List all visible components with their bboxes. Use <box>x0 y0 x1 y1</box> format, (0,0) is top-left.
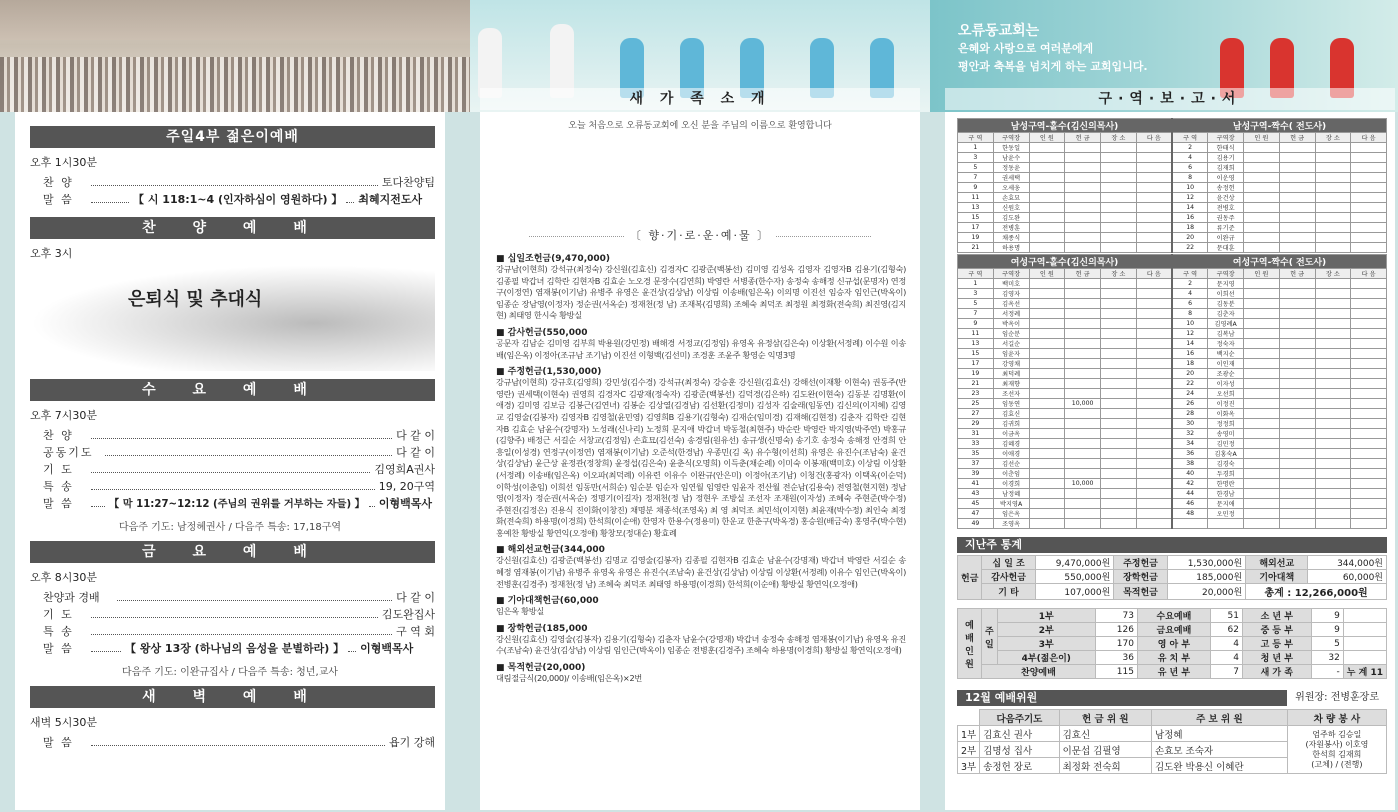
district-col-header: 다 음 <box>1136 269 1172 279</box>
dawn-row: 말 씀 욥기 강해 <box>43 735 435 749</box>
gift-section: ■ 해외선교헌금(344,000 강신원(김효신) 김광준(백봉선) 김명교 김영술(김봉자) 김종필 김현자B 김효순 남윤수(강명재) 박갑녀 박영란 서길순 송혜정 염재봉(이기남) 유병주 유영옥 유영은 유진수(조남숙) 윤건상(김상남) 이상림 이상환(서정례) 이유수 임인근(박옥이) 전병훈(김경주) 정재천(정 남) 조혜숙 최덕조 최태영 하용명(이경희) 한석희(이순애) 황방실 황연익(오정애) <box>496 542 906 590</box>
district-row: 37 김선순 38 김경숙 <box>958 459 1387 469</box>
sermon-text: 【 시 118:1~4 (인자하심이 영원하다) 】 <box>133 192 343 206</box>
district-row: 19 채종식 20 이완규 <box>958 233 1387 243</box>
district-col-header: 헌 금 <box>1065 133 1101 143</box>
district-col-header: 장 소 <box>1101 269 1137 279</box>
district-col-header: 헌 금 <box>1279 269 1315 279</box>
district-row: 1 한동일 2 한태식 <box>958 143 1387 153</box>
district-col-header: 다 음 <box>1351 133 1387 143</box>
slogan-line-2: 평안과 축복을 넘치게 하는 교회입니다. <box>958 60 1148 73</box>
district-row: 17 강영채 18 이인재 <box>958 359 1387 369</box>
district-row: 7 권세택 8 이운영 <box>958 173 1387 183</box>
wednesday-time: 오후 7시30분 <box>30 409 97 422</box>
fri-row: 기 도 김도완집사 <box>43 607 435 621</box>
district-row: 15 김도완 16 권동주 <box>958 213 1387 223</box>
cumulative-label: 누 계 <box>1346 668 1368 678</box>
district-row: 13 신원호 14 전병호 <box>958 203 1387 213</box>
fri-next-note: 다음주 기도: 이완규집사 / 다음주 특송: 청년,교사 <box>122 667 338 678</box>
district-row: 7 서정례 8 김춘자 <box>958 309 1387 319</box>
district-col-header: 인 원 <box>1244 269 1280 279</box>
district-col-header: 구역장 <box>993 133 1029 143</box>
car-service-cell: 엄주하 김승일 (자원봉사) 이호영 한석희 김재희 (고체) / (전행) <box>1287 726 1386 774</box>
district-row: 15 임윤자 16 백지순 <box>958 349 1387 359</box>
youth-sermon-row: 말 씀 【 시 118:1~4 (인자하심이 영원하다) 】 최혜지전도사 <box>43 192 423 206</box>
gift-section: ■ 목적헌금(20,000) 대림절금식(20,000)/ 이송배(임은옥)×2번 <box>496 660 906 685</box>
district-row: 3 김영자 4 이희선 <box>958 289 1387 299</box>
wed-row: 찬 양 다 같 이 <box>43 428 435 442</box>
district-row: 11 손효묘 12 윤건상 <box>958 193 1387 203</box>
district-row: 9 오세웅 10 송정헌 <box>958 183 1387 193</box>
wed-next-note: 다음주 기도: 남정혜권사 / 다음주 특송: 17,18구역 <box>118 522 342 533</box>
offering-stats-table: 헌금 십 일 조 9,470,000원 주정헌금 1,530,000원 해외선교 344,000원 감사헌금 550,000원 장학헌금 185,000원 기아대책 60,000원 기 타 107,000원 목적헌금 20,000원 총계 : 12,266,000원 <box>957 555 1387 600</box>
district-row: 1 백미호 2 문지영 <box>958 279 1387 289</box>
cumulative-value: 11 <box>1370 668 1383 678</box>
gift-section: ■ 주정헌금(1,530,000) 강규남(이현희) 강규호(김영희) 강민성(김수경) 강석규(최정숙) 강승훈 강신원(김효신) 강해선(이재황 이현숙) 권동주(반영란) 권세택(이현숙) 권영희 김경자C 김광재(정숙자) 김광준(백봉선) 김덕경(김은하) 김도완(이현숙) 김동분 김명환(이애경) 김미영 김보금 김봉근(김연녀) 김봉순 김상열(김경남) 김선환(김정미) 김성자 김술래(임동연) 김신의(이지혜) 김영교 김영술(김봉자) 김영자B 김영철(윤민영) 김영희B 김용기(김형숙) 김재순(임미경) 김재해(김현정) 김춘자 김학란 김현자B 김효순 남윤수(강명자) 노성래(신나리) 노정희 문지애 박갑녀 박동철(최현주) 박순란 박영란 박지영(박주연) 박홍규(김향주) 배정근 서길순 서창교(김정임) 손효묘(김선숙) 송경림(원유선) 송규생(신명숙) 송기호 송정숙 송해정 안경희 안흥일(이성경) 연정구(이정연) 염재봉(이기남) 오준석(한경남) 우종민(김 옥) 유수형(이선희) 유영은 유진수(조남숙) 윤건상(김상남) 윤근상 윤정관(정창희) 윤정섭(김은숙) 윤춘식(오명희) 이득춘(채순례) 이미숙 이봉재(백미호) 이상림 이상환(서정례) 이송배(임은옥) 이오파(최덕례) 이유련 이유수 이완규(안은미) 이정아(조기남) 이청건(홍광자) 이택옥(이순덕) 이학성(이춘임) 이희선 임동만(서희순) 임순분 임순자 임연월 임영란 임윤자 전산월 전순남(김용숙) 전영철(현지현) 정남영(이정자) 정순권(서옥순) 정명기(이길자) 정재천(정 남) 정현우 조방실 조선자 조재원(이자성) 조혜숙 주현준(박수정) 주현진(김정은) 진용식 진이화(이창진) 채명분 채종석(조영옥) 최 영 최덕조 최민석(이지현) 최윤재(박수정) 최인숙 최정화(전숙희) 하용명(이경희) 한석희(이순애) 한영자 한용수(정용미) 한운교 한춘구(박옥경) 홍승원(배금숙) 홍영주(박수현) 홍예찬 황방실 황연익(오정애) 황창모(정대순) 황효례 <box>496 364 906 539</box>
slogan-line-1: 은혜와 사랑으로 여러분에게 <box>958 42 1094 55</box>
district-col-header: 헌 금 <box>1279 133 1315 143</box>
district-col-header: 구 역 <box>958 133 994 143</box>
district-row: 13 서길순 14 정숙자 <box>958 339 1387 349</box>
friday-time: 오후 8시30분 <box>30 571 97 584</box>
district-caption: 남성구역-홀수(김신의목사) <box>958 119 1173 133</box>
district-row: 39 이춘임 40 두경희 <box>958 469 1387 479</box>
welcome-text: 오늘 처음으로 오류동교회에 오신 분을 주님의 이름으로 환영합니다 <box>568 121 832 131</box>
youth-praise-row: 찬 양 토다찬양팀 <box>43 175 435 189</box>
district-caption: 남성구역-짝수( 전도사) <box>1172 119 1387 133</box>
district-col-header: 장 소 <box>1315 269 1351 279</box>
youth-worship-header: 주일4부 젊은이예배 <box>30 126 435 148</box>
feature-title: 은퇴식 및 추대식 <box>128 289 263 310</box>
district-report-title: 구·역·보·고·서 <box>945 88 1395 110</box>
district-row: 45 박지영A 46 문지애 <box>958 499 1387 509</box>
wed-row: 특 송 19, 20구역 <box>43 479 435 493</box>
ushers-table: 다음주기도 헌 금 위 원 주 보 위 원 차 량 봉 사 1부 김효신 권사 김효신 남정혜 엄주하 김승일 (자원봉사) 이호영 한석희 김재희 (고체) / (전행) 2부 김명성 집사 이문섭 김필영 손효모 조숙자 3부 송정헌 장로 최정화 전숙희 김도완 박용신 이혜란 <box>957 709 1387 774</box>
district-row: 17 전병훈 18 류기준 <box>958 223 1387 233</box>
dawn-time: 새벽 5시30분 <box>30 716 97 729</box>
wed-sermon-row: 말 씀 【 막 11:27~12:12 (주님의 권위를 거부하는 자들) 】 이형백목사 <box>43 496 432 510</box>
district-col-header: 구역장 <box>1208 269 1244 279</box>
district-row: 49 조영옥 <box>958 519 1387 529</box>
attendance-stats-table: 예배인원 주일 1부 73 수요예배 51 소 년 부 9 2부 126 금요예배 62 중 등 부 9 3부 170 영 아 부 4 고 등 부 5 4부(젊은이) 36 유 치 부 4 청 년 부 32 찬양예배 115 유 년 부 7 새 가 족 - 누 계 11 <box>957 608 1387 679</box>
offering-total: 총계 : 12,266,000원 <box>1246 584 1387 600</box>
district-col-header: 헌 금 <box>1065 269 1101 279</box>
district-row: 47 임은옥 48 오민정 <box>958 509 1387 519</box>
fri-row: 특 송 구 역 회 <box>43 624 435 638</box>
district-col-header: 다 음 <box>1351 269 1387 279</box>
female-district-table <box>957 254 1387 529</box>
district-col-header: 장 소 <box>1101 133 1137 143</box>
district-col-header: 인 원 <box>1244 133 1280 143</box>
wednesday-worship-header: 수 요 예 배 <box>30 379 435 401</box>
friday-worship-header: 금 요 예 배 <box>30 541 435 563</box>
gift-section: ■ 장학헌금(185,000 강신원(김효신) 김영술(김봉자) 김용기(김형숙) 김춘자 남윤수(강명재) 박갑녀 송정숙 송해정 염재봉(이기남) 유영옥 유진수(조남숙) 윤건상(김상남) 이상림 임인근(박옥이) 임종순 전병훈(김경주) 조혜숙 하용명(이경희) 황방실 황연익(오정애) <box>496 621 906 657</box>
newcomer-title: 새 가 족 소 개 <box>480 88 920 110</box>
ushers-header: 12월 예배위원 위원장: 전병훈장로 <box>957 690 1387 706</box>
district-row: 27 김효신 28 이화옥 <box>958 409 1387 419</box>
banner-worship-photo <box>0 0 470 112</box>
male-district-table <box>957 118 1387 253</box>
wed-row: 기 도 김영희A권사 <box>43 462 435 476</box>
district-col-header: 구 역 <box>1172 133 1208 143</box>
gift-section: ■ 기아대책헌금(60,000 임은옥 황방실 <box>496 593 906 618</box>
stats-title: 지난주 통계 <box>957 537 1387 553</box>
district-caption: 여성구역-짝수( 전도사) <box>1172 255 1387 269</box>
district-col-header: 구역장 <box>993 269 1029 279</box>
district-row: 11 임순분 12 김복남 <box>958 329 1387 339</box>
district-row: 35 이애경 36 김홍숙A <box>958 449 1387 459</box>
gifts-title: 〔 향·기·로·운·예·물 〕 <box>480 227 920 243</box>
district-col-header: 인 원 <box>1029 133 1065 143</box>
usher-chair: 위원장: 전병훈장로 <box>1287 690 1387 706</box>
district-row: 33 김혜경 34 김민정 <box>958 439 1387 449</box>
district-row: 43 남정혜 44 한경남 <box>958 489 1387 499</box>
district-col-header: 구 역 <box>958 269 994 279</box>
district-row: 41 이경희 10,000 42 한명란 <box>958 479 1387 489</box>
church-name: 오류동교회는 <box>958 23 1040 39</box>
district-row: 5 김옥선 6 김동분 <box>958 299 1387 309</box>
district-row: 31 이금옥 32 송영미 <box>958 429 1387 439</box>
fri-row: 찬양과 경배 다 같 이 <box>43 590 435 604</box>
district-row: 3 남윤수 4 김용기 <box>958 153 1387 163</box>
district-caption: 여성구역-홀수(김신의목사) <box>958 255 1173 269</box>
praise-worship-header: 찬 양 예 배 <box>30 217 435 239</box>
gift-section: ■ 십일조헌금(9,470,000) 강규남(이현희) 강석규(최정숙) 강신원(김효신) 김경자C 김광준(백봉선) 김미영 김성옥 김영자 김영자B 김용기(김형숙) 김종필 박갑녀 김학란 김현자B 김효순 노오경 문장수(김연희) 박영란 서병종(한수자) 송정숙 송해정 신규섭(문명자) 연정구(이정연) 염재봉(이기남) 유병주 유영은 윤건상(김상남) 이상림 이송배(임은옥) 이의명 이진선 임승자 임인근(박옥이) 임종순 장남영(이정자) 정순권(서옥순) 정재천(정 남) 조재복(김명희) 조혜숙 최덕조 최정원 최정화(전숙희) 최진영(김지현) 최태영 한시숙 황방실 <box>496 251 906 322</box>
fri-sermon-row: 말 씀 【 왕상 13장 (하나님의 음성을 분별하라) 】 이형백목사 <box>43 641 414 655</box>
district-col-header: 인 원 <box>1029 269 1065 279</box>
district-row: 21 하용명 22 문대훈 <box>958 243 1387 253</box>
worship-schedule-panel <box>15 112 445 810</box>
youth-time: 오후 1시30분 <box>30 156 97 169</box>
district-col-header: 구 역 <box>1172 269 1208 279</box>
offering-panel <box>480 112 920 810</box>
district-row: 23 조선자 24 오선희 <box>958 389 1387 399</box>
district-row: 29 김귀희 30 정정희 <box>958 419 1387 429</box>
wed-row: 공동기도 다 같 이 <box>43 445 435 459</box>
district-col-header: 장 소 <box>1315 133 1351 143</box>
district-row: 25 임동연 10,000 26 이정진 <box>958 399 1387 409</box>
district-report-panel <box>945 112 1395 810</box>
praise-time: 오후 3시 <box>30 247 73 260</box>
district-row: 19 최덕례 20 조광순 <box>958 369 1387 379</box>
dawn-worship-header: 새 벽 예 배 <box>30 686 435 708</box>
district-row: 21 최재향 22 이자성 <box>958 379 1387 389</box>
district-col-header: 다 음 <box>1136 133 1172 143</box>
gift-section: ■ 감사헌금(550,000 공문자 김남순 김미영 김부희 박용원(강민정) 배해경 서정교(김정임) 유영옥 유정삼(김은숙) 이상환(서정례) 이수원 이송배(임은옥) 이정아(조규남 조기남) 이진선 이형백(김선미) 조경훈 조윤주 황영순 익명3명 <box>496 325 906 361</box>
district-row: 5 정동윤 6 김재희 <box>958 163 1387 173</box>
district-row: 9 박옥이 10 김영례A <box>958 319 1387 329</box>
district-col-header: 구역장 <box>1208 133 1244 143</box>
flower-image <box>30 265 435 371</box>
